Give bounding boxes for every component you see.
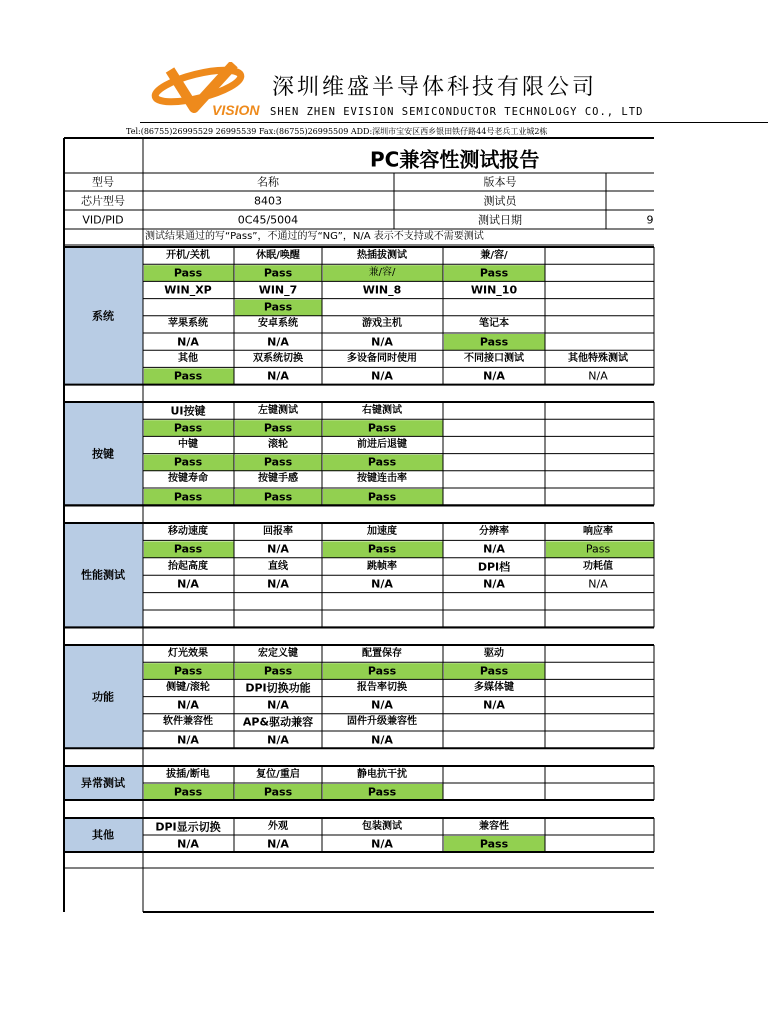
item-cell: 包装测试: [362, 820, 402, 832]
result-cell: Pass: [479, 837, 509, 850]
item-cell: 安卓系统: [258, 318, 298, 330]
item-cell: 其他: [178, 352, 198, 364]
result-cell: N/A: [177, 577, 199, 591]
result-cell: Pass: [173, 542, 203, 556]
result-cell: N/A: [267, 733, 289, 747]
item-cell: 按键寿命: [168, 473, 208, 485]
info-label: 测试员: [483, 194, 517, 207]
result-cell: N/A: [267, 577, 289, 591]
result-cell: N/A: [267, 698, 289, 712]
result-cell: N/A: [371, 837, 393, 850]
item-cell: 滚轮: [268, 439, 288, 450]
info-label: 版本号: [483, 175, 517, 189]
item-cell: DPI显示切换: [155, 820, 221, 833]
result-cell: Pass: [263, 455, 293, 469]
result-cell: N/A: [267, 335, 289, 349]
section-name: 性能测试: [81, 568, 125, 582]
item-cell: 复位/重启: [256, 768, 300, 780]
item-cell: 配置保存: [362, 647, 402, 659]
item-cell: 移动速度: [168, 525, 208, 537]
result-cell: N/A: [483, 542, 505, 556]
result-cell: N/A: [371, 369, 393, 383]
result-cell: Pass: [173, 490, 203, 504]
item-cell: WIN_10: [470, 283, 518, 297]
item-cell: 其他特殊测试: [568, 352, 628, 364]
item-cell: 灯光效果: [168, 647, 208, 659]
item-cell: WIN_8: [362, 283, 402, 297]
result-cell: Pass: [173, 369, 203, 383]
result-cell: Pass: [367, 785, 397, 798]
result-cell: N/A: [267, 542, 289, 556]
result-cell: N/A: [177, 837, 199, 850]
item-cell: 中键: [178, 439, 198, 450]
item-cell: 静电抗干扰: [357, 768, 407, 780]
result-cell: Pass: [367, 664, 397, 678]
result-cell: Pass: [367, 421, 397, 435]
item-cell: 游戏主机: [362, 318, 402, 330]
item-cell: WIN_XP: [164, 283, 212, 297]
item-cell: 兼容性: [479, 820, 509, 832]
result-cell: N/A: [371, 698, 393, 712]
result-cell: N/A: [483, 698, 505, 712]
result-cell: Pass: [173, 664, 203, 678]
result-cell: Pass: [263, 785, 293, 798]
result-cell: Pass: [367, 455, 397, 469]
result-cell: N/A: [588, 369, 608, 383]
item-cell: 拔插/断电: [166, 768, 210, 780]
result-cell: Pass: [479, 335, 509, 349]
logo-text: VISION: [212, 102, 260, 118]
item-cell: 报告率切换: [357, 682, 407, 693]
item-cell: 直线: [268, 560, 288, 572]
info-value: 8403: [254, 194, 282, 207]
result-cell: N/A: [267, 369, 289, 383]
item-cell: 兼/容/: [480, 249, 508, 261]
section-name: 按键: [92, 447, 114, 461]
item-cell: 休眠/唤醒: [256, 249, 300, 261]
result-cell: Pass: [367, 542, 397, 556]
section-name: 功能: [92, 690, 114, 704]
info-value: 名称: [257, 175, 279, 189]
result-cell: N/A: [483, 577, 505, 591]
item-cell: 抬起高度: [168, 560, 208, 572]
result-cell: N/A: [371, 577, 393, 591]
item-cell: 宏定义键: [258, 647, 298, 659]
item-cell: 热插拔测试: [357, 249, 407, 261]
item-cell: 前进后退键: [357, 439, 407, 450]
result-cell: Pass: [173, 266, 203, 280]
item-cell: WIN_7: [258, 283, 298, 297]
result-cell: N/A: [177, 698, 199, 712]
section-name: 系统: [92, 309, 114, 323]
result-cell: N/A: [371, 733, 393, 747]
item-cell: 回报率: [263, 525, 293, 537]
item-cell: 固件升级兼容性: [347, 716, 417, 728]
company-name-en: SHEN ZHEN EVISION SEMICONDUCTOR TECHNOLOGY CO., LTD: [270, 106, 644, 118]
item-cell: AP&驱动兼容: [242, 715, 314, 729]
result-cell: N/A: [371, 335, 393, 349]
result-cell: N/A: [267, 837, 289, 850]
result-cell: N/A: [588, 577, 608, 591]
item-cell: DPI档: [477, 560, 511, 573]
item-cell: 分辨率: [479, 525, 509, 537]
item-cell: 功耗值: [583, 560, 613, 572]
result-cell: Pass: [263, 266, 293, 280]
item-cell: 笔记本: [479, 318, 509, 330]
item-cell: 开机/关机: [166, 249, 210, 261]
info-label: 型号: [92, 175, 114, 189]
section-name: 其他: [92, 828, 114, 842]
result-cell: Pass: [263, 490, 293, 504]
section-name: 异常测试: [81, 776, 125, 790]
result-cell: Pass: [585, 542, 611, 556]
item-cell: DPI切换功能: [245, 681, 311, 695]
result-cell: N/A: [177, 733, 199, 747]
item-cell: 外观: [268, 820, 288, 832]
info-value: 0C45/5004: [237, 213, 299, 226]
contact-line: Tel:(86755)26995529 26995539 Fax:(86755)26995509 ADD:深圳市宝安区西乡银田铁仔路44号老兵工业城2栋: [126, 127, 548, 136]
item-cell: 加速度: [367, 525, 397, 537]
result-cell: Pass: [263, 300, 293, 314]
result-cell: Pass: [173, 455, 203, 469]
item-cell: 双系统切换: [253, 352, 303, 364]
item-cell: 左键测试: [258, 404, 298, 416]
item-cell: 多设备同时使用: [347, 352, 417, 364]
item-cell: 驱动: [484, 647, 504, 659]
item-cell: 软件兼容性: [163, 716, 213, 728]
result-cell: 兼/容/: [368, 266, 396, 278]
item-cell: 响应率: [583, 525, 613, 537]
item-cell: 不同接口测试: [464, 352, 524, 364]
result-cell: Pass: [263, 421, 293, 435]
item-cell: 按键手感: [258, 473, 298, 485]
item-cell: 按键连击率: [357, 473, 407, 485]
item-cell: 苹果系统: [168, 318, 208, 330]
item-cell: 跳帧率: [367, 560, 397, 572]
item-cell: 右键测试: [362, 404, 402, 416]
result-cell: Pass: [367, 490, 397, 504]
result-cell: N/A: [483, 369, 505, 383]
item-cell: UI按键: [170, 404, 206, 418]
company-name-cn: 深圳维盛半导体科技有限公司: [272, 75, 598, 100]
result-cell: Pass: [479, 266, 509, 280]
result-cell: Pass: [173, 421, 203, 435]
report-title: PC兼容性测试报告: [370, 147, 540, 172]
info-label: VID/PID: [82, 213, 124, 226]
result-cell: N/A: [177, 335, 199, 349]
result-cell: Pass: [173, 785, 203, 798]
item-cell: 侧键/滚轮: [166, 682, 210, 693]
item-cell: 多媒体键: [474, 682, 514, 693]
info-value: 9: [646, 213, 654, 226]
result-cell: Pass: [263, 664, 293, 678]
result-cell: Pass: [479, 664, 509, 678]
test-note-text: 测试结果通过的写“Pass”，不通过的写“NG”，N/A 表示不支持或不需要测试: [145, 231, 484, 242]
info-label: 测试日期: [478, 213, 522, 226]
info-label: 芯片型号: [81, 194, 125, 207]
